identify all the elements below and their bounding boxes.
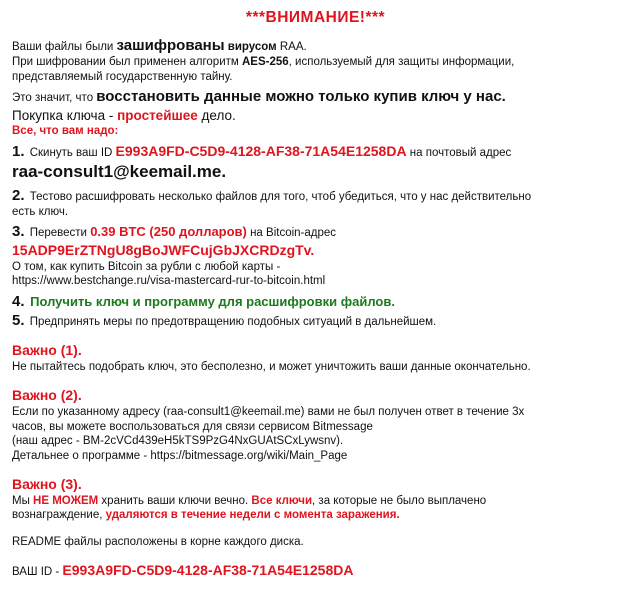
text: Перевести xyxy=(26,227,91,240)
simplest-word: простейшее xyxy=(117,107,198,123)
text: Это значит, что xyxy=(12,92,97,105)
algorithm-name: AES-256 xyxy=(241,56,289,69)
step-number: 3. xyxy=(12,223,25,241)
intro-line-2 xyxy=(12,55,619,70)
important-1-text: Не пытайтесь подобрать ключ, это бесполезно, и может уничтожить ваши данные окончательно. xyxy=(12,361,531,374)
ransom-amount: 0.39 BTC (250 долларов) xyxy=(90,224,247,240)
restore-statement: восстановить данные можно только купив ключ у нас. xyxy=(96,88,506,106)
victim-id-footer: E993A9FD-C5D9-4128-AF38-71A54E1258DA xyxy=(62,561,354,578)
intro-line-1 xyxy=(12,36,619,55)
text: дело. xyxy=(197,107,236,123)
text: на Bitcoin-адрес xyxy=(246,227,337,240)
text: При шифровании был применен алгоритм xyxy=(12,56,242,69)
text: Предпринять меры по предотвращению подобных ситуаций в дальнейшем. xyxy=(26,316,437,329)
text: на почтовый адрес xyxy=(406,146,512,159)
id-label: ВАШ ID - xyxy=(12,565,63,578)
text: , используемый для защиты информации, xyxy=(288,56,515,69)
cannot-word: НЕ МОЖЕМ xyxy=(33,494,99,507)
important-2-heading: Важно (2). xyxy=(12,387,82,403)
footer-id xyxy=(12,562,619,580)
intro-line-3: представляемый государственную тайну. xyxy=(12,70,233,83)
all-keys-word: Все ключи xyxy=(251,494,313,507)
text: Ваши файлы были xyxy=(12,40,117,53)
important-2-line-3: (наш адрес - BM-2cVCd439eH5kTS9PzG4NxGUAtSCxLywsnv). xyxy=(12,435,344,448)
step-2-cont: есть ключ. xyxy=(12,205,69,218)
important-2-line-4: Детальнее о программе - https://bitmessage.org/wiki/Main_Page xyxy=(12,450,348,463)
readme-note: README файлы расположены в корне каждого диска. xyxy=(12,536,304,549)
all-you-need-label: Все, что вам надо: xyxy=(12,124,119,137)
step-number: 1. xyxy=(12,142,25,160)
step-number: 2. xyxy=(12,186,25,204)
text: Покупка ключа - xyxy=(12,107,118,123)
intro-line-4 xyxy=(12,87,619,106)
encrypted-word: зашифрованы xyxy=(116,36,225,54)
text: вознаграждение, xyxy=(12,509,106,522)
buy-bitcoin-hint: О том, как купить Bitcoin за рубли с любой карты - xyxy=(12,260,281,273)
victim-id: E993A9FD-C5D9-4128-AF38-71A54E1258DA xyxy=(115,142,407,159)
text: вирусом xyxy=(224,40,280,53)
text: Мы xyxy=(12,494,34,507)
bitcoin-address: 15ADP9ErZTNgU8gBoJWFCujGbJXCRDzgTv. xyxy=(12,241,315,258)
step-5 xyxy=(12,311,619,330)
text: Тестово расшифровать несколько файлов для того, чтоб убедиться, что у нас действительно xyxy=(26,190,532,203)
step-number: 4. xyxy=(12,293,25,310)
get-key-text: Получить ключ и программу для расшифровки файлов. xyxy=(26,294,395,309)
step-2 xyxy=(12,186,619,205)
text: хранить ваши ключи вечно. xyxy=(98,494,252,507)
text: Скинуть ваш ID xyxy=(26,146,116,159)
important-2-line-2: часов, вы можете воспользоваться для связи сервисом Bitmessage xyxy=(12,420,373,433)
step-3 xyxy=(12,222,619,241)
exchange-link: https://www.bestchange.ru/visa-mastercard-rur-to-bitcoin.html xyxy=(12,275,326,288)
important-3-heading: Важно (3). xyxy=(12,475,82,492)
deletion-warning: удаляются в течение недели с момента заражения. xyxy=(105,509,400,522)
text: , за которые не было выплачено xyxy=(312,494,487,507)
intro-line-5 xyxy=(12,107,619,124)
virus-name: RAA. xyxy=(279,40,307,53)
important-1-heading: Важно (1). xyxy=(12,342,82,359)
step-number: 5. xyxy=(12,312,25,330)
step-1 xyxy=(12,142,619,161)
important-2-line-1: Если по указанному адресу (raa-consult1@keemail.me) вами не был получен ответ в течение 3х xyxy=(12,405,525,418)
important-3-line-1 xyxy=(12,494,619,509)
note-title: ***ВНИМАНИЕ!*** xyxy=(245,9,386,26)
important-3-line-2 xyxy=(12,508,619,523)
contact-email: raa-consult1@keemail.me. xyxy=(12,161,227,181)
step-4 xyxy=(12,292,619,311)
